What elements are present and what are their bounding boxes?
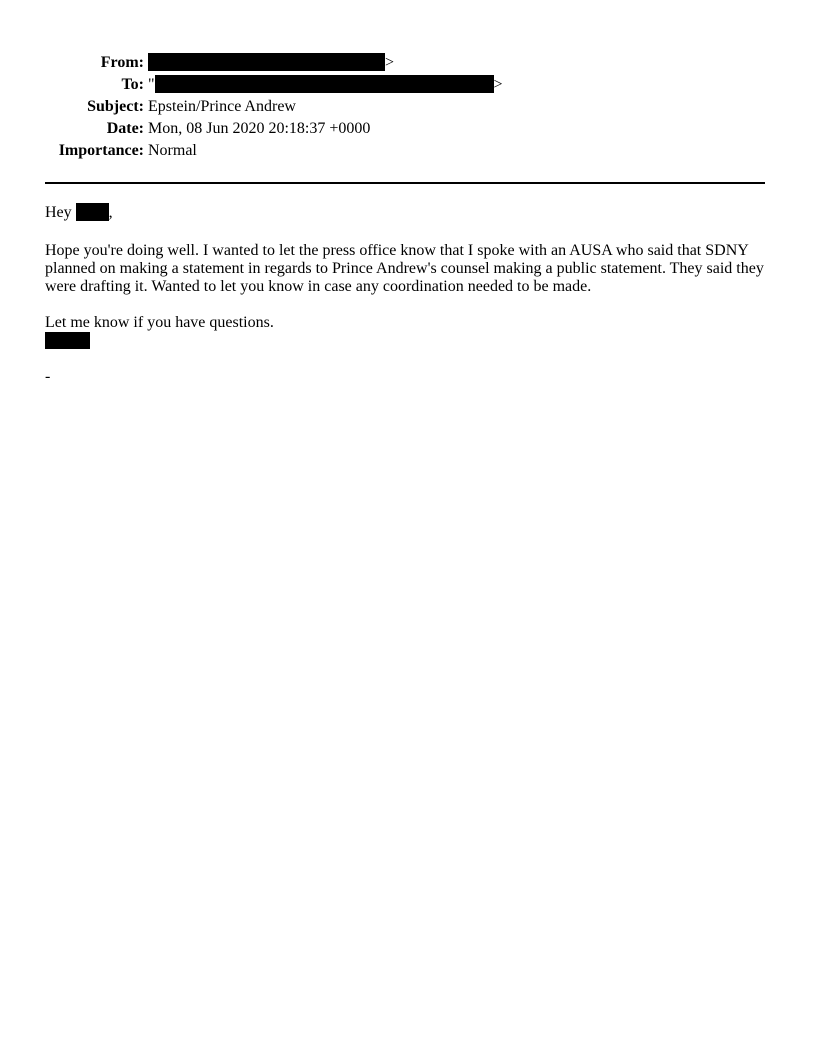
greeting-suffix: , xyxy=(108,204,113,221)
importance-row xyxy=(0,140,816,162)
from-value xyxy=(148,52,394,74)
to-value xyxy=(148,74,503,96)
to-suffix: > xyxy=(493,76,503,93)
subject-value: Epstein/Prince Andrew xyxy=(148,98,296,115)
greeting-prefix: Hey xyxy=(45,204,72,221)
to-label: To: xyxy=(121,76,144,93)
from-redaction xyxy=(148,53,385,71)
header-divider xyxy=(45,182,765,184)
from-label: From: xyxy=(100,54,144,71)
from-row xyxy=(0,52,816,74)
closing-text: Let me know if you have questions. xyxy=(45,314,274,331)
importance-label: Importance: xyxy=(58,142,144,159)
date-row xyxy=(0,118,816,140)
closing-line xyxy=(45,314,767,332)
message-paragraph xyxy=(45,242,767,296)
greeting-name-redaction xyxy=(76,203,109,221)
subject-row xyxy=(0,96,816,118)
date-label: Date: xyxy=(106,120,144,137)
importance-value: Normal xyxy=(148,142,197,159)
subject-label: Subject: xyxy=(87,98,144,115)
signature-redaction xyxy=(45,332,90,349)
to-row xyxy=(0,74,816,96)
from-suffix: > xyxy=(385,54,395,71)
footer-line xyxy=(45,368,767,386)
footer-dash: - xyxy=(45,368,51,385)
date-value: Mon, 08 Jun 2020 20:18:37 +0000 xyxy=(148,120,371,137)
to-redaction xyxy=(155,75,494,93)
greeting-line xyxy=(45,204,767,222)
to-prefix: " xyxy=(148,76,155,93)
paragraph-1: Hope you're doing well. I wanted to let the press office know that I spoke with an AUSA who said that SDNY planned on making a statement in regards to Prince Andrew's counsel making a public statement. They said they were drafting it. Wanted to let you know in case any coordination needed to be made. xyxy=(45,242,764,295)
